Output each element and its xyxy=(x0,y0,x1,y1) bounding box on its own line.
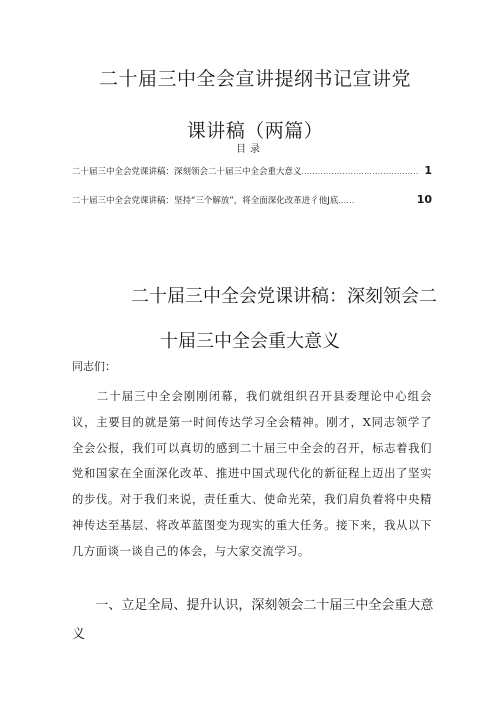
toc-page-number: 1 xyxy=(424,164,432,177)
toc-entry[interactable] xyxy=(72,193,432,206)
toc-leader-dots: ........................................... xyxy=(301,168,419,176)
section-title-line1: 二十届三中全会党课讲稿：深刻领会二 xyxy=(131,286,437,307)
toc-leader-dots: ...... xyxy=(338,197,355,205)
subheading: 一、立足全局、提升认识，深刻领会二十届三中全会重大意义 xyxy=(72,598,434,642)
toc-entry[interactable] xyxy=(72,164,432,177)
document-title-line2: 课讲稿（两篇） xyxy=(186,120,324,142)
toc-page-number: 10 xyxy=(416,193,432,206)
section-title-line2: 十届三中全会重大意义 xyxy=(160,331,340,352)
document-title-line1: 二十届三中全会宣讲提纲书记宣讲党 xyxy=(98,68,411,90)
toc-entry-text: 二十届三中全会党课讲稿：坚持“三个解放”，将全面深化改革进彳他J底 xyxy=(72,196,339,206)
toc-entry-text: 二十届三中全会党课讲稿：深刻领会二十届三中全会重大意义 xyxy=(72,167,302,177)
toc-heading: 目录 xyxy=(236,144,264,155)
salutation: 同志们： xyxy=(72,360,116,373)
body-paragraph: 二十届三中全会刚刚闭幕，我们就组织召开县委理论中心组会议，主要目的就是第一时间传达学习全会精神。刚才，X同志领学了全会公报，我们可以真切的感到二十届三中全会的召开，标志着我们党和国家在全面深化改革、推进中国式现代化的新征程上迈出了坚实的步伐。对于我们来说，责任重大、使命光荣，我们肩负着将中央精神传达至基层、将改革蓝图变为现实的重大任务。接下来，我从以下几方面谈一谈自己的体会，与大家交流学习。 xyxy=(72,390,432,558)
